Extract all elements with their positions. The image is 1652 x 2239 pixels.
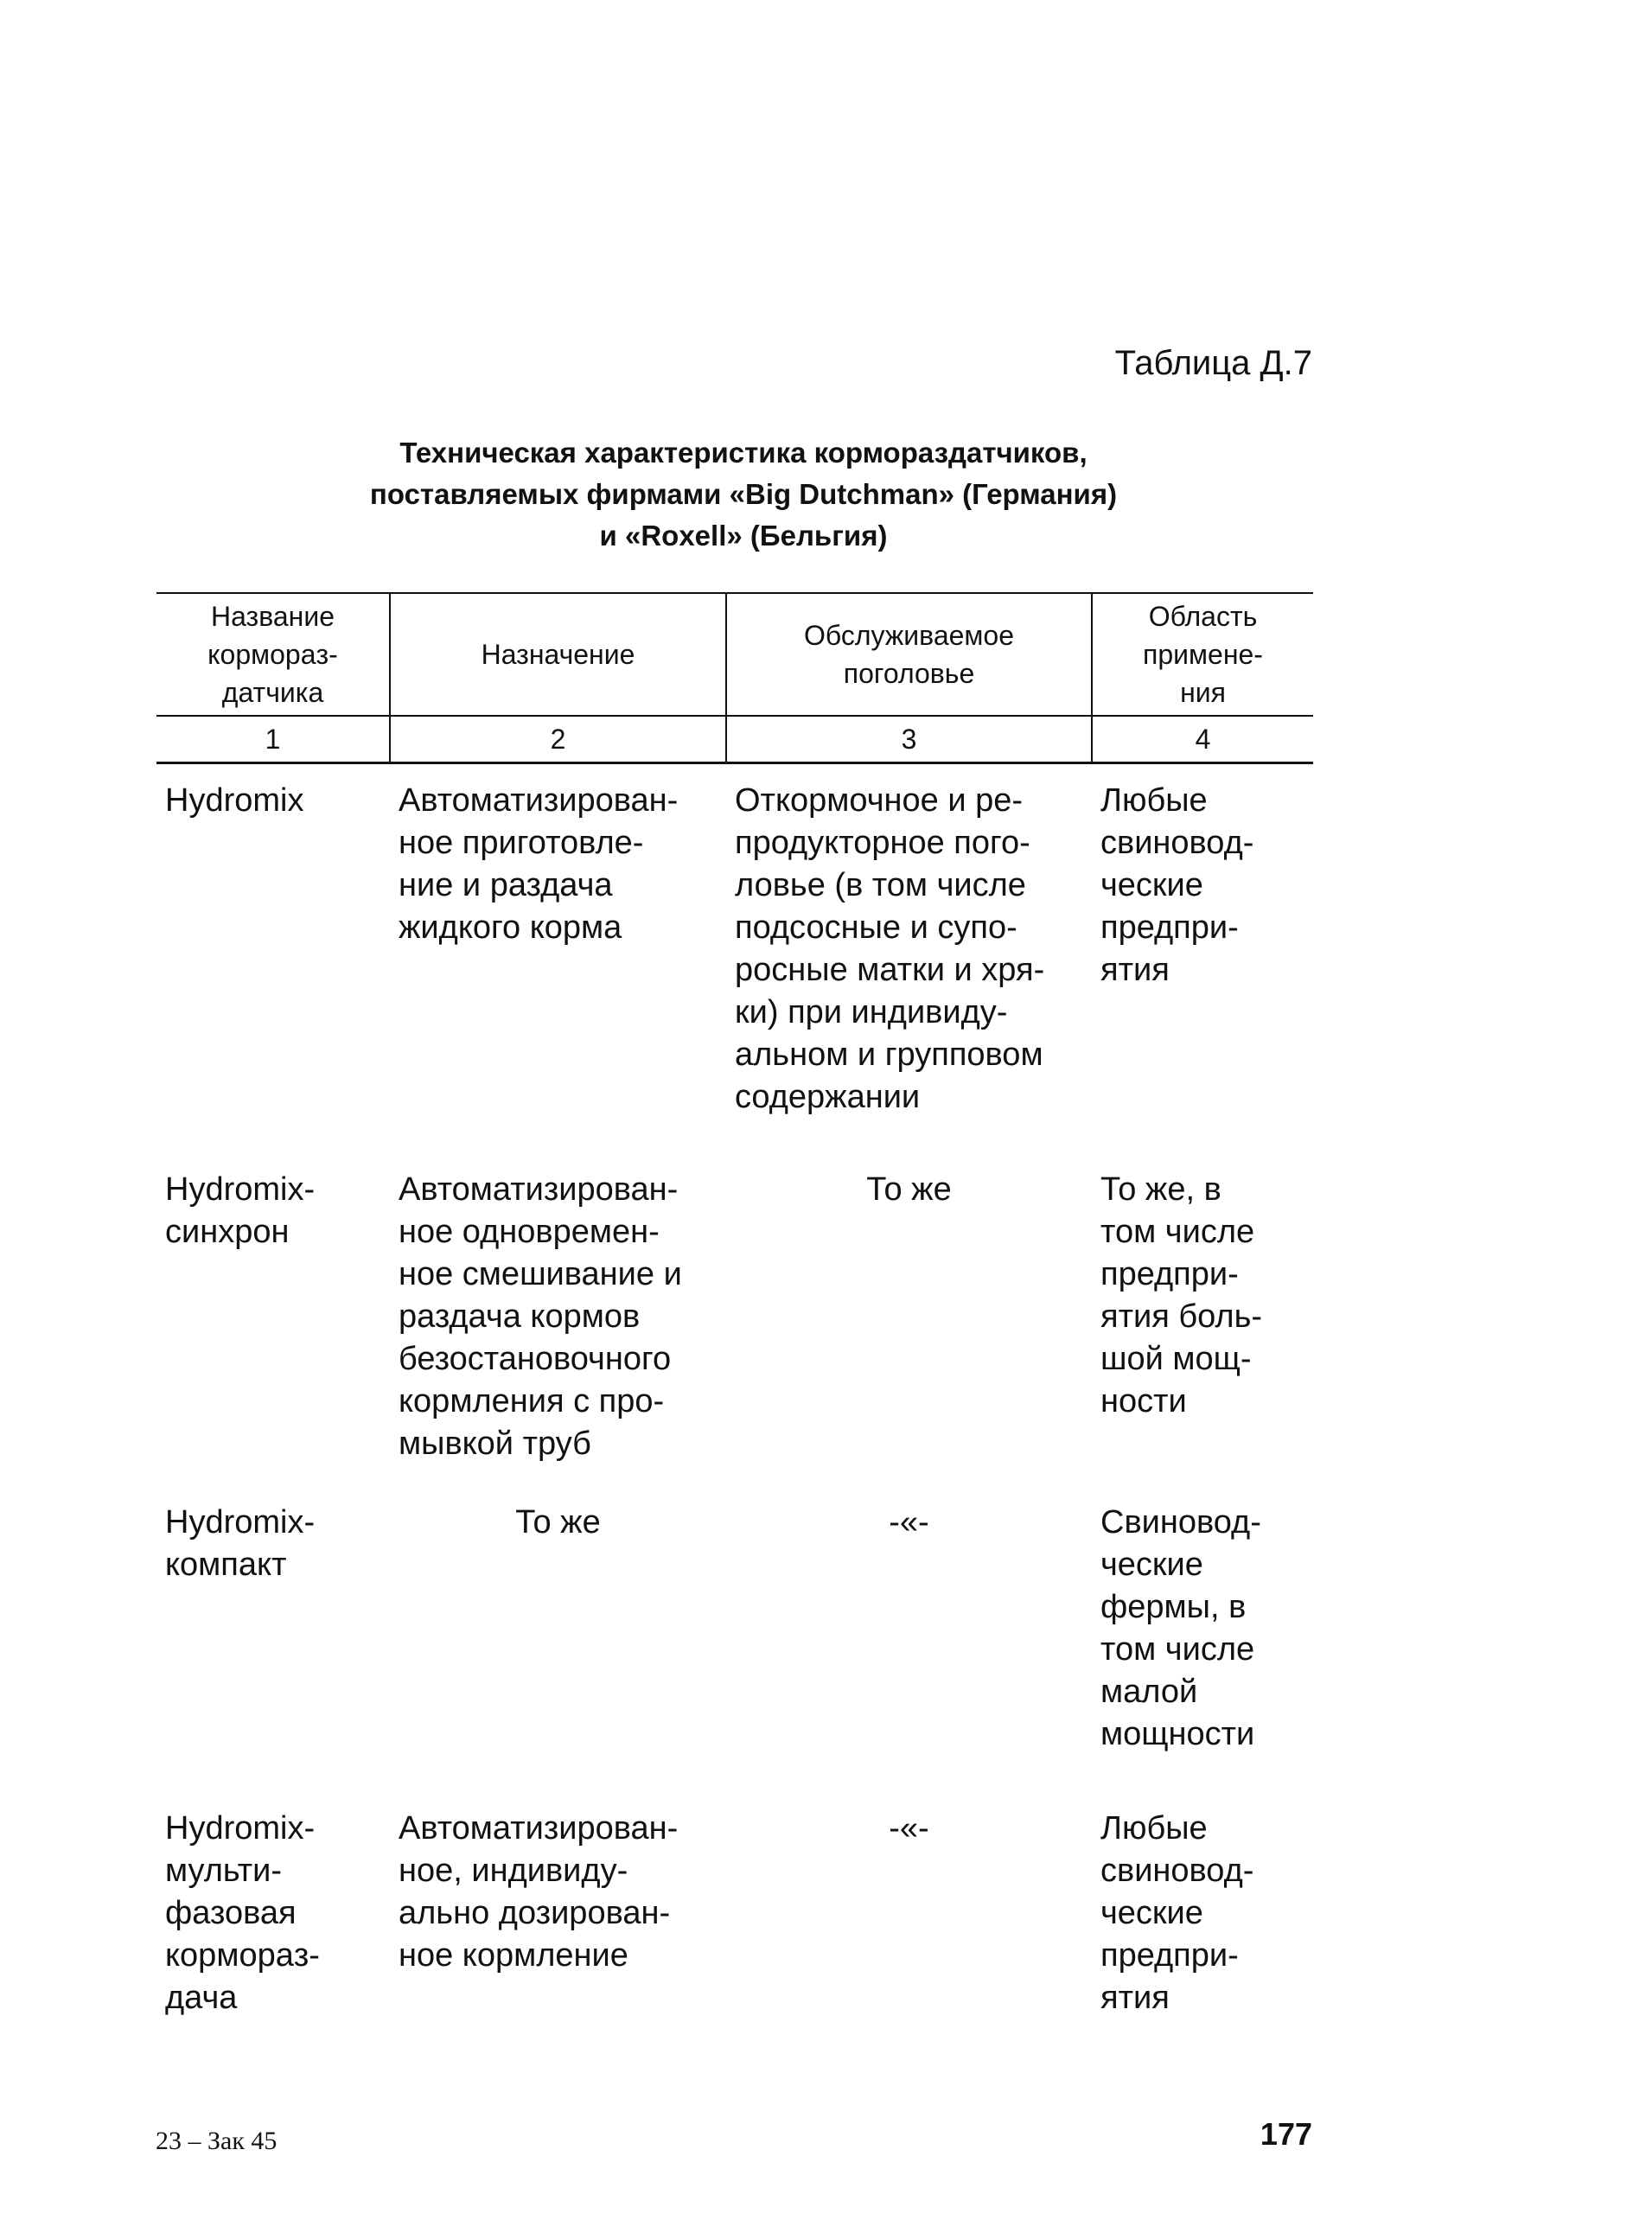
table-row: [156, 1153, 1313, 1486]
signature-mark: 23 – Зак 45: [156, 2127, 277, 2155]
title-line-3: и «Roxell» (Бельгия): [599, 520, 888, 552]
column-number-2: 2: [390, 716, 726, 763]
cell-area: Свиновод- ческие фермы, в том числе малой мощности: [1100, 1504, 1261, 1752]
cell-name: Hydromix: [165, 782, 304, 819]
cell-name: Hydromix- мульти- фазовая корморaз- дача: [165, 1810, 320, 2016]
header-cell-livestock: Обслуживаемое поголовье: [726, 593, 1092, 716]
cell-livestock: -«-: [889, 1810, 929, 1847]
cell-purpose: Автоматизирован- ное приготовле- ние и раздача жидкого корма: [399, 782, 679, 946]
header-cell-area: Область примене- ния: [1092, 593, 1313, 716]
cell-livestock: -«-: [889, 1504, 929, 1541]
spec-table: [156, 592, 1313, 2024]
cell-name: Hydromix- синхрон: [165, 1171, 316, 1250]
table-row: [156, 763, 1313, 1154]
header-row: [156, 593, 1313, 716]
cell-purpose: То же: [515, 1504, 601, 1541]
cell-name: Hydromix- компакт: [165, 1504, 316, 1583]
cell-area: Любые свиновод- ческие предпри- ятия: [1100, 782, 1254, 988]
table-label: Таблица Д.7: [1114, 344, 1312, 382]
title-line-1: Техническая характеристика кормораздатчиков,: [399, 437, 1088, 469]
header-cell-name: Название корморaз- датчика: [156, 593, 390, 716]
column-number-3: 3: [726, 716, 1092, 763]
table-title: [285, 432, 1202, 557]
spec-table-wrapper: [156, 592, 1313, 2024]
column-number-1: 1: [156, 716, 390, 763]
cell-area: То же, в том числе предпри- ятия боль- шой мощ- ности: [1100, 1171, 1263, 1419]
cell-livestock: То же: [866, 1171, 952, 1208]
title-line-2: поставляемых фирмами «Big Dutchman» (Германия): [369, 478, 1118, 510]
table-row: [156, 1486, 1313, 1792]
page-number: 177: [1260, 2116, 1312, 2152]
cell-area: Любые свиновод- ческие предпри- ятия: [1100, 1810, 1254, 2016]
cell-purpose: Автоматизирован- ное, индивиду- ально дозирован- ное кормление: [399, 1810, 679, 1974]
table-row: [156, 1792, 1313, 2024]
column-number-row: [156, 716, 1313, 763]
column-number-4: 4: [1092, 716, 1313, 763]
cell-livestock: Откормочное и ре- продукторное пого- ловье (в том числе подсосные и супо- росные матки и хря- ки) при индивиду- альном и групповом содержании: [735, 782, 1045, 1115]
cell-purpose: Автоматизирован- ное одновремен- ное смешивание и раздача кормов безостановочного кормления с про- мывкой труб: [399, 1171, 682, 1462]
header-cell-purpose: Назначение: [390, 593, 726, 716]
